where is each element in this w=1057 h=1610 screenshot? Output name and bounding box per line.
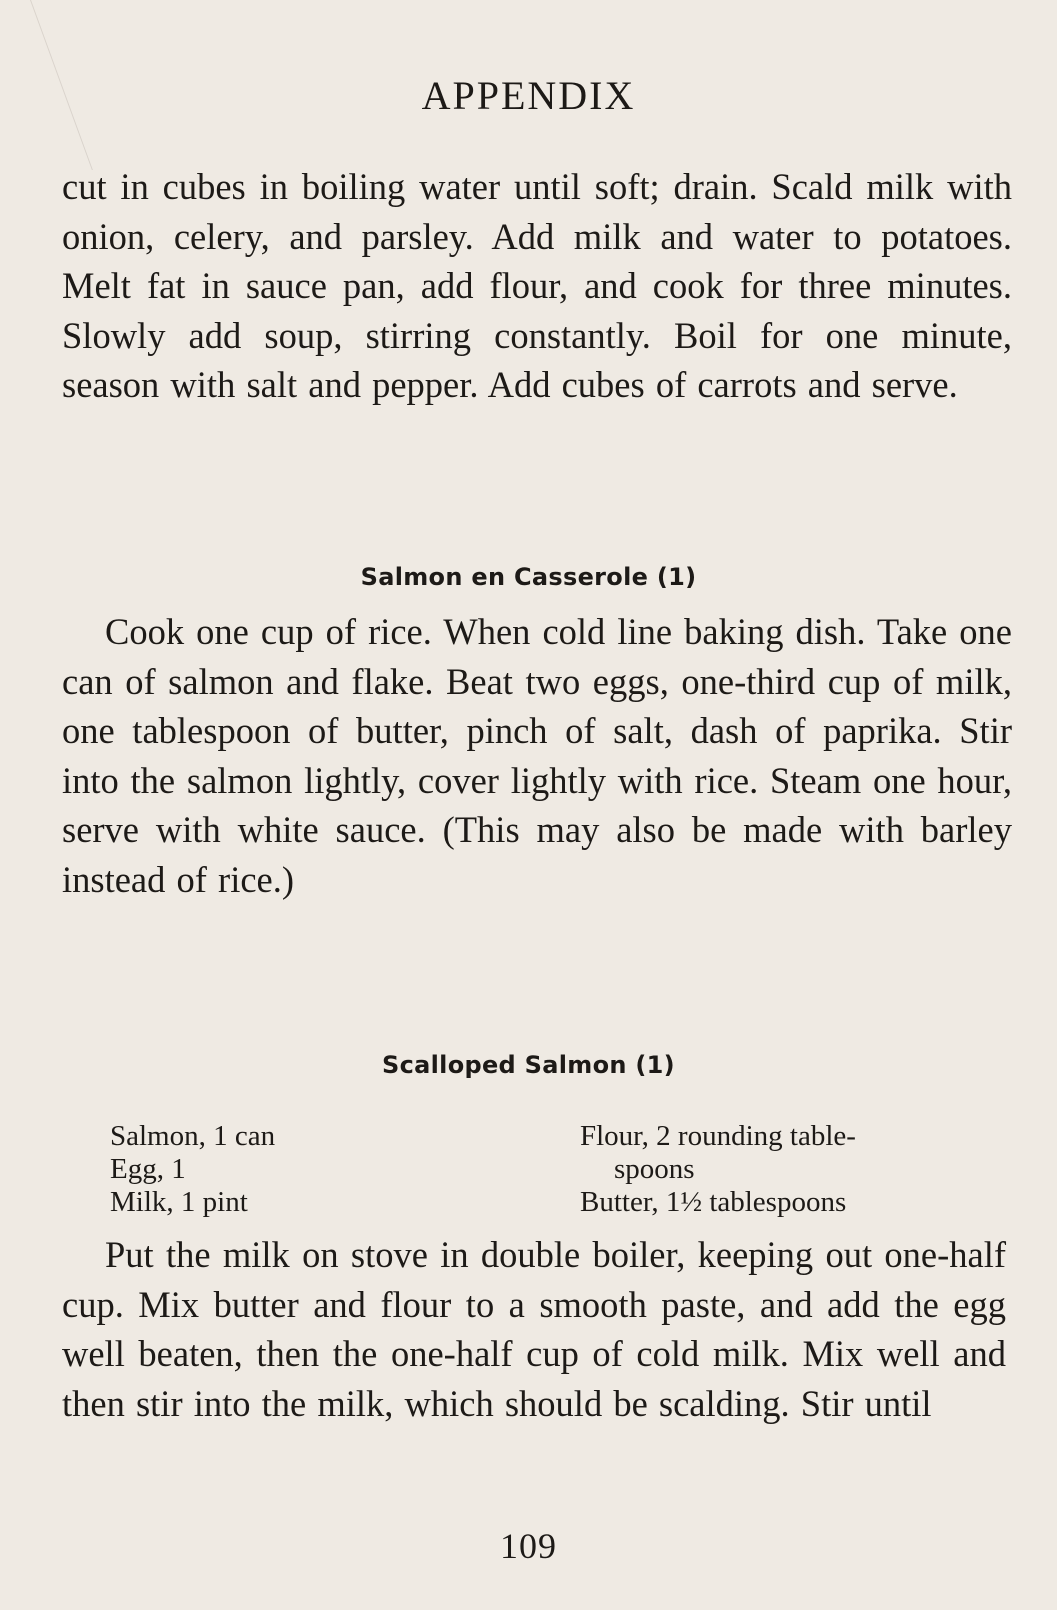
ingredient-item: Flour, 2 rounding table-: [580, 1120, 856, 1152]
ingredient-item: Milk, 1 pint: [110, 1186, 248, 1218]
ingredient-item: Butter, 1½ tablespoons: [580, 1186, 847, 1218]
continued-paragraph: cut in cubes in boiling water until soft; drain. Scald milk with onion, celery, and parsley. Add milk and water to potatoes. Melt fat in sauce pan, add flour, and cook for three minutes. Slowly add soup, stirring constantly. Boil for one minute, season with salt and pepper. Add cubes of carrots and serve.: [62, 166, 1012, 405]
ingredient-item-continuation: spoons: [614, 1153, 695, 1185]
recipe-body-salmon-en-casserole: Cook one cup of rice. When cold line baking dish. Take one can of salmon and flake. Beat two eggs, one-third cup of milk, one tablespoon of butter, pinch of salt, dash of paprika. Stir into the salmon lightly, cover lightly with rice. Steam one hour, serve with white sauce. (This may also be made with barley instead of rice.): [62, 611, 1012, 900]
recipe-body-scalloped-salmon: Put the milk on stove in double boiler, keeping out one-half cup. Mix butter and flour to a smooth paste, and add the egg well beaten, then the one-half cup of cold milk. Mix well and then stir into the milk, which should be scalding. Stir until: [62, 1234, 1006, 1424]
page-number: 109: [500, 1526, 557, 1566]
recipe-title-scalloped-salmon: Scalloped Salmon (1): [382, 1051, 675, 1079]
ingredient-item: Salmon, 1 can: [110, 1120, 276, 1152]
running-head: APPENDIX: [421, 73, 636, 118]
ingredients-left-column: [110, 1120, 275, 1219]
recipe-title-salmon-en-casserole: Salmon en Casserole (1): [360, 563, 697, 591]
ingredients-right-column: [580, 1120, 856, 1219]
ingredient-item: Egg, 1: [110, 1153, 186, 1185]
